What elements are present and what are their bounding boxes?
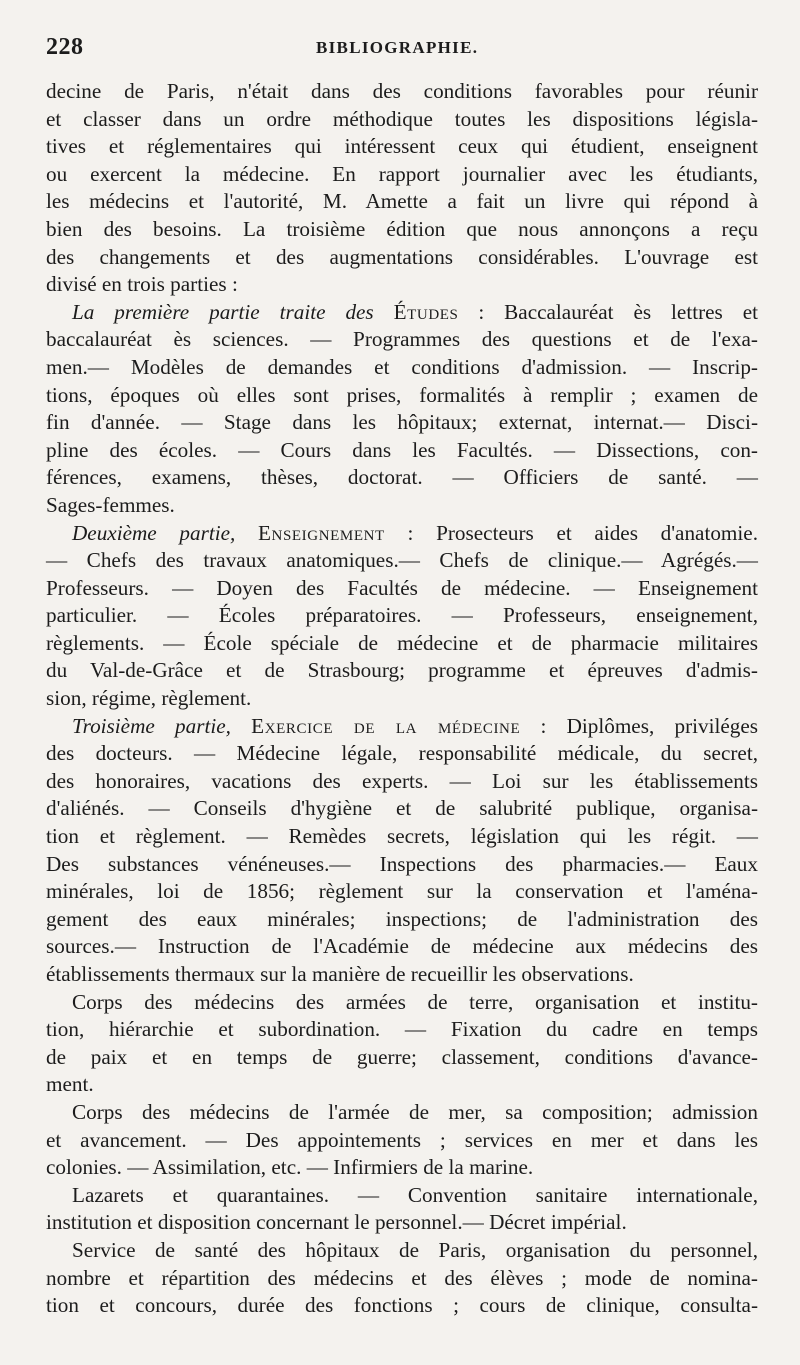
page-header xyxy=(46,34,754,68)
text-line xyxy=(46,1154,758,1182)
line-text: du Val-de-Grâce et de Strasbourg; programme et épreuves d'admis- xyxy=(46,658,758,683)
text-line xyxy=(46,933,758,961)
line-text: Des substances vénéneuses.— Inspections des pharmacies.— Eaux xyxy=(46,851,758,876)
line-text: et avancement. — Des appointements ; services en mer et dans les xyxy=(46,1127,758,1152)
body-text xyxy=(46,78,758,1320)
page-number: 228 xyxy=(46,34,84,60)
text-line xyxy=(46,492,758,520)
text-line xyxy=(46,1265,758,1293)
text-line xyxy=(46,161,758,189)
text-line xyxy=(46,437,758,465)
text-line xyxy=(46,575,758,603)
line-text: Sages-femmes. xyxy=(46,492,175,517)
text-line xyxy=(46,547,758,575)
text-line xyxy=(46,326,758,354)
line-text: d'aliénés. — Conseils d'hygiène et de salubrité publique, organisa- xyxy=(46,796,758,821)
line-text: des changements et des augmentations considérables. L'ouvrage est xyxy=(46,244,758,269)
text-line xyxy=(46,989,758,1017)
section-label: Enseignement xyxy=(258,520,385,545)
text-line xyxy=(46,409,758,437)
line-text: tives et réglementaires qui intéressent ceux qui étudient, enseignent xyxy=(46,134,758,159)
line-text: les médecins et l'autorité, M. Amette a fait un livre qui répond à xyxy=(46,189,758,214)
italic-heading: La première partie traite des xyxy=(72,299,394,324)
text-line xyxy=(46,78,758,106)
line-text: Corps des médecins des armées de terre, organisation et institu- xyxy=(72,989,758,1014)
line-text xyxy=(231,714,251,738)
line-text: colonies. — Assimilation, etc. — Infirmiers de la marine. xyxy=(46,1155,534,1180)
text-line xyxy=(46,685,758,713)
text-line xyxy=(46,520,758,548)
section-label: Études xyxy=(393,299,459,324)
text-line xyxy=(46,795,758,823)
text-line xyxy=(46,823,758,851)
text-line xyxy=(46,602,758,630)
text-line xyxy=(46,382,758,410)
text-line xyxy=(46,1044,758,1072)
line-text: institution et disposition concernant le personnel.— Décret impérial. xyxy=(46,1210,627,1235)
line-text: decine de Paris, n'était dans des conditions favorables pour réunir xyxy=(46,79,758,103)
text-line xyxy=(46,1099,758,1127)
line-text: ou exercent la médecine. En rapport journalier avec les étudiants, xyxy=(46,161,758,186)
text-line xyxy=(46,1071,758,1099)
text-line xyxy=(46,878,758,906)
text-line xyxy=(46,1237,758,1265)
italic-heading: Deuxième partie, xyxy=(72,520,236,545)
text-line xyxy=(46,188,758,216)
line-text: particulier. — Écoles préparatoires. — Professeurs, enseignement, xyxy=(46,603,758,628)
line-text: règlements. — École spéciale de médecine et de pharmacie militaires xyxy=(46,630,758,655)
line-text: minérales, loi de 1856; règlement sur la conservation et l'aména- xyxy=(46,879,758,904)
text-line xyxy=(46,906,758,934)
text-line xyxy=(46,1209,758,1237)
line-text: : Diplômes, priviléges xyxy=(520,713,759,738)
text-line xyxy=(46,244,758,272)
text-line xyxy=(46,768,758,796)
line-text: Service de santé des hôpitaux de Paris, organisation du personnel, xyxy=(72,1237,758,1262)
line-text: Professeurs. — Doyen des Facultés de médecine. — Enseignement xyxy=(46,575,758,600)
line-text: tion et concours, durée des fonctions ; cours de clinique, consulta- xyxy=(46,1293,758,1318)
line-text: Lazarets et quarantaines. — Convention sanitaire internationale, xyxy=(72,1182,758,1207)
line-text: men.— Modèles de demandes et conditions d'admission. — Inscrip- xyxy=(46,354,758,379)
line-text: sion, régime, règlement. xyxy=(46,686,252,711)
line-text: sources.— Instruction de l'Académie de médecine aux médecins des xyxy=(46,934,758,959)
text-line xyxy=(46,1127,758,1155)
text-line xyxy=(46,740,758,768)
text-line xyxy=(46,657,758,685)
line-text: nombre et répartition des médecins et des élèves ; mode de nomina- xyxy=(46,1265,758,1290)
line-text: : Baccalauréat ès lettres et xyxy=(458,299,758,324)
text-line xyxy=(46,630,758,658)
line-text: établissements thermaux sur la manière de recueillir les observations. xyxy=(46,962,634,986)
text-line xyxy=(46,216,758,244)
line-text: Corps des médecins de l'armée de mer, sa composition; admission xyxy=(72,1099,758,1124)
text-line xyxy=(46,299,758,327)
line-text: — Chefs des travaux anatomiques.— Chefs de clinique.— Agrégés.— xyxy=(46,548,758,573)
text-line xyxy=(46,1292,758,1320)
line-text: férences, examens, thèses, doctorat. — Officiers de santé. — xyxy=(46,465,758,490)
line-text: tions, époques où elles sont prises, formalités à remplir ; examen de xyxy=(46,382,758,407)
line-text xyxy=(235,521,258,545)
text-line xyxy=(46,464,758,492)
line-text: tion et règlement. — Remèdes secrets, législation qui les régit. — xyxy=(46,824,758,849)
italic-heading: Troisième partie, xyxy=(72,713,231,738)
line-text: des docteurs. — Médecine légale, responsabilité médicale, du secret, xyxy=(46,741,758,766)
line-text: divisé en trois parties : xyxy=(46,272,238,297)
text-line xyxy=(46,133,758,161)
line-text: : Prosecteurs et aides d'anatomie. xyxy=(384,520,759,545)
line-text: des honoraires, vacations des experts. — Loi sur les établissements xyxy=(46,768,758,793)
line-text: et classer dans un ordre méthodique toutes les dispositions législa- xyxy=(46,106,758,131)
text-line xyxy=(46,1182,758,1210)
line-text: tion, hiérarchie et subordination. — Fixation du cadre en temps xyxy=(46,1017,758,1042)
text-line xyxy=(46,851,758,879)
text-line xyxy=(46,271,758,299)
text-line xyxy=(46,354,758,382)
line-text: bien des besoins. La troisième édition que nous annonçons a reçu xyxy=(46,216,758,241)
line-text: fin d'année. — Stage dans les hôpitaux; externat, internat.— Disci- xyxy=(46,410,758,435)
line-text: ment. xyxy=(46,1072,94,1097)
running-title: BIBLIOGRAPHIE. xyxy=(316,38,479,57)
text-line xyxy=(46,713,758,741)
section-label: Exercice de la médecine xyxy=(251,713,521,738)
text-line xyxy=(46,961,758,989)
line-text: baccalauréat ès sciences. — Programmes des questions et de l'exa- xyxy=(46,327,758,352)
line-text: pline des écoles. — Cours dans les Facultés. — Dissections, con- xyxy=(46,437,758,462)
text-line xyxy=(46,106,758,134)
line-text: de paix et en temps de guerre; classement, conditions d'avance- xyxy=(46,1044,758,1069)
line-text: gement des eaux minérales; inspections; de l'administration des xyxy=(46,906,758,931)
text-line xyxy=(46,1016,758,1044)
